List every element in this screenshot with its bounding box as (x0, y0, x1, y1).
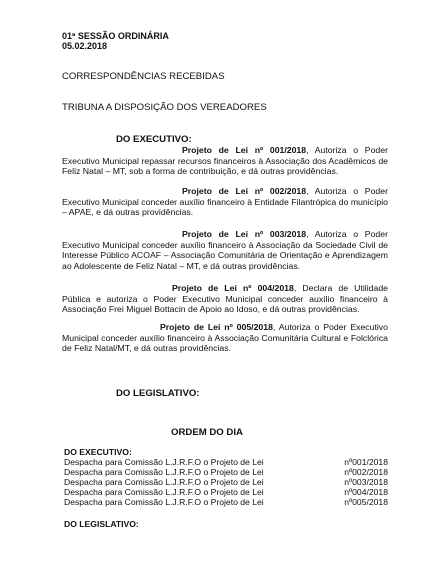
heading-tribuna: TRIBUNA A DISPOSIÇÃO DOS VEREADORES (62, 102, 267, 113)
project-title: Projeto de Lei nº 003/2018 (182, 229, 307, 239)
session-title: 01ª SESSÃO ORDINÁRIA (62, 31, 169, 41)
project-text: , Declara de Utilidade Pública e autoriza o Poder Executivo Municipal conceder auxílio financeiro à Associação Frei Miguel Bottacin de Apoio ao Idoso, e dá outras providências. (62, 283, 388, 315)
ordem-row-text: Despacha para Comissão L.J.R.F.O o Projeto de Lei (64, 457, 264, 467)
ordem-row (64, 487, 388, 497)
project-item (62, 186, 388, 218)
project-title: Projeto de Lei nº 002/2018 (182, 186, 307, 196)
project-item (62, 145, 388, 177)
heading-do-legislativo: DO LEGISLATIVO: (116, 388, 200, 399)
ordem-row-number: nº001/2018 (344, 457, 388, 467)
ordem-row (64, 467, 388, 477)
ordem-row-number: nº005/2018 (344, 497, 388, 507)
project-title: Projeto de Lei nº 004/2018 (172, 283, 294, 293)
project-text: , Autoriza o Poder Executivo Municipal conceder auxílio financeiro à Associação da Sociedade Civil de Interesse Público ACOAF – Associação Comunitária de Orientação e Aprendizagem ao Adolescente de Feliz Natal – MT, e dá outras providências. (62, 229, 388, 271)
project-text: , Autoriza o Poder Executivo Municipal conceder auxílio financeiro à Associação Comunitária Cultural e Folclórica de Feliz Natal/MT, e dá outras providências. (62, 322, 388, 354)
ordem-row (64, 497, 388, 507)
heading-correspondencias: CORRESPONDÊNCIAS RECEBIDAS (62, 71, 225, 82)
project-item (62, 322, 388, 354)
session-date: 05.02.2018 (62, 41, 108, 51)
ordem-row (64, 457, 388, 467)
ordem-row-text: Despacha para Comissão L.J.R.F.O o Projeto de Lei (64, 467, 264, 477)
project-text: , Autoriza o Poder Executivo Municipal repassar recursos financeiros à Associação dos Acadêmicos de Feliz Natal – MT, sob a forma de contribuição, e dá outras providências. (62, 145, 388, 177)
project-title: Projeto de Lei nº 001/2018 (182, 145, 307, 155)
ordem-heading-legislativo: DO LEGISLATIVO: (64, 519, 139, 529)
ordem-heading-executivo: DO EXECUTIVO: (64, 447, 132, 457)
project-title: Projeto de Lei nº 005/2018 (160, 322, 273, 332)
ordem-row-text: Despacha para Comissão L.J.R.F.O o Projeto de Lei (64, 487, 264, 497)
ordem-row-number: nº002/2018 (344, 467, 388, 477)
project-item (62, 283, 388, 315)
project-item (62, 229, 388, 271)
heading-do-executivo: DO EXECUTIVO: (116, 134, 192, 145)
ordem-row-number: nº003/2018 (344, 477, 388, 487)
ordem-row (64, 477, 388, 487)
ordem-row-text: Despacha para Comissão L.J.R.F.O o Projeto de Lei (64, 497, 264, 507)
ordem-do-dia-title: ORDEM DO DIA (171, 427, 243, 438)
ordem-row-text: Despacha para Comissão L.J.R.F.O o Projeto de Lei (64, 477, 264, 487)
ordem-row-number: nº004/2018 (344, 487, 388, 497)
project-text: , Autoriza o Poder Executivo Municipal conceder auxílio financeiro à Entidade Filantrópica do município – APAE, e dá outras providências. (62, 186, 388, 218)
